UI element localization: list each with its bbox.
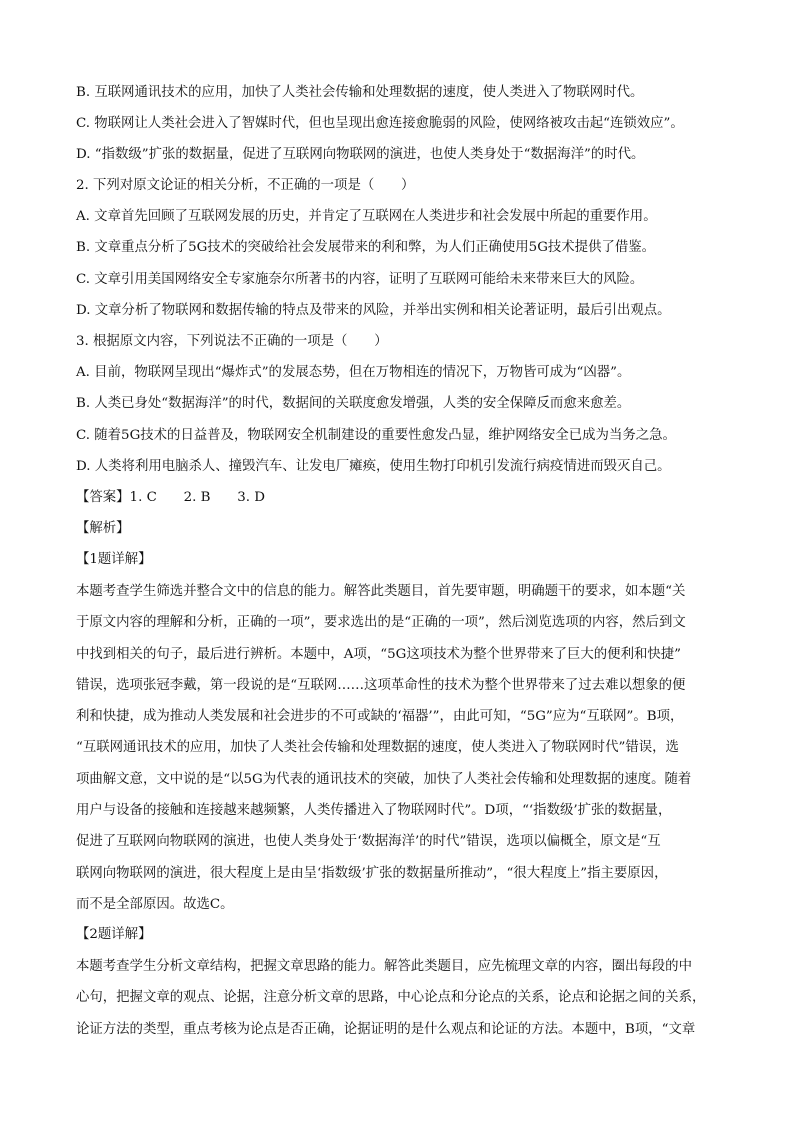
q2-option-d: D. 文章分析了物联网和数据传输的特点及带来的风险，并举出实例和相关论著证明，最后引出观点。 <box>76 303 671 318</box>
detail2-line: 本题考查学生分析文章结构，把握文章思路的能力。解答此类题目，应先梳理文章的内容，圈出每段的中 <box>76 959 692 974</box>
q2-option-c: C. 文章引用美国网络安全专家施奈尔所著书的内容，证明了互联网可能给未来带来巨大的风险。 <box>76 272 644 287</box>
detail2-line: 心句，把握文章的观点、论据，注意分析文章的思路，中心论点和分论点的关系，论点和论据之间的关系， <box>76 990 706 1006</box>
detail1-line: 用户与设备的接触和连接越来越频繁，人类传播进入了物联网时代”。D项，“‘指数级’扩张的数据量， <box>76 803 672 819</box>
detail1-line: 而不是全部原因。故选C。 <box>76 896 234 912</box>
q3-option-c: C. 随着5G技术的日益普及，物联网安全机制建设的重要性愈发凸显，维护网络安全已成为当务之急。 <box>76 428 676 443</box>
detail2-paragraph <box>76 951 726 1045</box>
q3-option-a: A. 目前，物联网呈现出“爆炸式”的发展态势，但在万物相连的情况下，万物皆可成为“凶器”。 <box>76 365 631 380</box>
detail1-line: 本题考查学生筛选并整合文中的信息的能力。解答此类题目，首先要审题，明确题干的要求，如本题“关 <box>76 584 686 599</box>
q2-option-a: A. 文章首先回顾了互联网发展的历史，并肯定了互联网在人类进步和社会发展中所起的重要作用。 <box>76 209 657 224</box>
detail1-line: 于原文内容的理解和分析，正确的一项”，要求选出的是“正确的一项”，然后浏览选项的内容，然后到文 <box>76 615 686 631</box>
detail2-line: 论证方法的类型，重点考核为论点是否正确，论据证明的是什么观点和论证的方法。本题中，B项，“文章 <box>76 1021 696 1037</box>
q1-option-c: C. 物联网让人类社会进入了智媒时代，但也呈现出愈连接愈脆弱的风险，使网络被攻击起“连锁效应”。 <box>76 116 684 131</box>
detail1-paragraph <box>76 576 726 920</box>
detail1-header: 【1题详解】 <box>76 552 152 567</box>
q3-option-d: D. 人类将利用电脑杀人、撞毁汽车、让发电厂瘫痪，使用生物打印机引发流行病疫情进而毁灭自己。 <box>76 459 671 474</box>
detail1-line: 联网向物联网的演进，很大程度上是由呈‘指数级’扩张的数据量所推动”，“很大程度上”指主要原因， <box>76 865 668 881</box>
detail1-line: 项曲解文意，文中说的是“以5G为代表的通讯技术的突破，加快了人类社会传输和处理数据的速度。随着 <box>76 771 692 787</box>
answer-line: 【答案】1. C 2. B 3. D <box>76 490 266 505</box>
detail1-line: 促进了互联网向物联网的演进，也使人类身处于‘数据海洋’的时代”错误，选项以偏概全，原文是“互 <box>76 834 661 850</box>
q1-option-d: D. “指数级”扩张的数据量，促进了互联网向物联网的演进，也使人类身处于“数据海洋”的时代。 <box>76 147 645 162</box>
detail1-line: 利和快捷，成为推动人类发展和社会进步的不可或缺的‘福器’”，由此可知，“5G”应为“互联网”。B项， <box>76 709 684 725</box>
detail1-line: 中找到相关的句子，最后进行辨析。本题中，A项，“5G这项技术为整个世界带来了巨大的便利和快捷” <box>76 646 681 662</box>
analysis-header: 【解析】 <box>76 521 130 536</box>
q2-stem: 2. 下列对原文论证的相关分析，不正确的一项是（ ） <box>76 178 415 193</box>
detail1-line: 错误，选项张冠李戴，第一段说的是“互联网……这项革命性的技术为整个世界带来了过去难以想象的便 <box>76 677 686 693</box>
detail2-header: 【2题详解】 <box>76 927 152 942</box>
q2-option-b: B. 文章重点分析了5G技术的突破给社会发展带来的利和弊，为人们正确使用5G技术提供了借鉴。 <box>76 240 656 255</box>
q3-option-b: B. 人类已身处“数据海洋”的时代，数据间的关联度愈发增强，人类的安全保障反而愈来愈差。 <box>76 396 631 411</box>
detail1-line: “互联网通讯技术的应用，加快了人类社会传输和处理数据的速度，使人类进入了物联网时代”错误，选 <box>76 740 679 756</box>
q3-stem: 3. 根据原文内容，下列说法不正确的一项是（ ） <box>76 334 388 349</box>
q1-option-b: B. 互联网通讯技术的应用，加快了人类社会传输和处理数据的速度，使人类进入了物联网时代。 <box>76 85 644 100</box>
